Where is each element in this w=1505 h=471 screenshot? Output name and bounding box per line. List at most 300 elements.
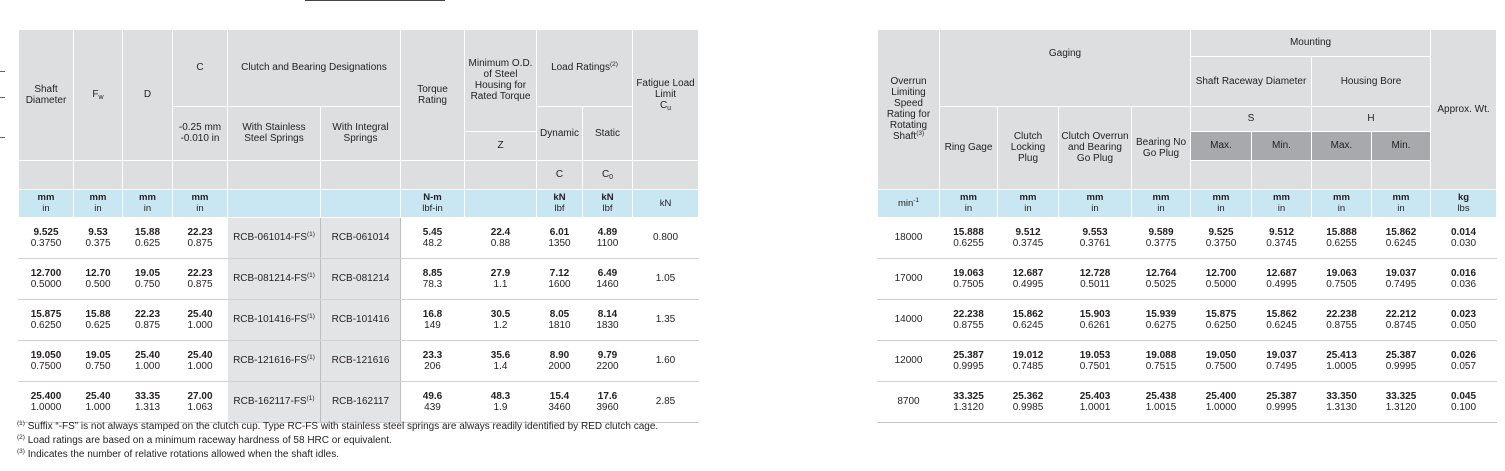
s-min-secondary: 0.4995 [1266, 278, 1297, 290]
header-housing-bore: Housing Bore [1312, 56, 1431, 106]
shaft-primary: 9.525 [33, 226, 59, 238]
designation-stainless: RCB-121616-FS [233, 355, 307, 366]
unit-h-max: mm in [1312, 189, 1372, 217]
nogo-primary: 25.438 [1145, 390, 1177, 402]
cell-speed [878, 381, 940, 422]
cell-weight [1431, 299, 1497, 340]
fw-primary: 15.88 [85, 308, 111, 320]
cell-ring-gage [940, 381, 998, 422]
c-secondary: 1.000 [187, 360, 213, 372]
ring-primary: 22.238 [953, 308, 984, 320]
designation-stainless: RCB-081214-FS [233, 273, 307, 284]
cell-ring-gage [940, 258, 998, 299]
fatigue-value: 1.05 [655, 273, 676, 284]
cell-nogo-plug [1132, 340, 1191, 381]
ring-secondary: 0.8755 [953, 319, 984, 331]
static-primary: 4.89 [597, 226, 618, 238]
c-secondary: 1.000 [187, 319, 213, 331]
z-secondary: 1.2 [493, 319, 508, 331]
z-secondary: 0.88 [490, 237, 511, 249]
header-spacer [19, 160, 74, 189]
fatigue-value: 1.60 [655, 355, 676, 366]
cell-h-min [1372, 340, 1431, 381]
footnotes [17, 420, 658, 462]
dynamic-primary: 8.05 [549, 308, 570, 320]
unit-s-max: mm in [1191, 189, 1252, 217]
locking-secondary: 0.3745 [1012, 237, 1044, 249]
header-spacer [173, 160, 228, 189]
header-designations: Clutch and Bearing Designations [228, 30, 401, 106]
cell-d [123, 381, 173, 422]
overrun-primary: 19.053 [1079, 349, 1111, 361]
dynamic-primary: 8.90 [549, 349, 570, 361]
cell-ring-gage [940, 299, 998, 340]
clutch-specifications-table [18, 30, 699, 423]
cell-z [465, 217, 537, 258]
nogo-secondary: 0.6275 [1145, 319, 1177, 331]
cell-h-max [1312, 217, 1372, 258]
unit-ring: mm in [940, 189, 998, 217]
s-min-secondary: 0.9995 [1266, 401, 1297, 413]
header-overrun-speed: Overrun Limiting Speed Rating for Rotating Shaft$^{(3)}$ [878, 30, 940, 189]
dynamic-primary: 15.4 [549, 390, 570, 402]
table-row [878, 340, 1497, 381]
cell-d [123, 258, 173, 299]
s-min-secondary: 0.3745 [1266, 237, 1297, 249]
cell-nogo-plug [1132, 258, 1191, 299]
cell-speed [878, 299, 940, 340]
dynamic-primary: 7.12 [549, 267, 570, 279]
cell-torque [401, 258, 465, 299]
header-clutch-locking-plug: Clutch Locking Plug [998, 106, 1059, 189]
designation-integral: RCB-121616 [331, 355, 390, 366]
h-min-primary: 19.037 [1385, 267, 1417, 279]
torque-primary: 8.85 [422, 267, 443, 279]
cell-z [465, 381, 537, 422]
cell-weight [1431, 381, 1497, 422]
fw-secondary: 0.750 [85, 360, 111, 372]
cell-s-min [1252, 299, 1312, 340]
header-spacer [465, 160, 537, 189]
cell-designation-stainless [228, 299, 321, 340]
locking-secondary: 0.9985 [1012, 401, 1044, 413]
d-primary: 15.88 [134, 226, 161, 238]
unit-weight: kg lbs [1431, 189, 1497, 217]
margin-tick [0, 71, 5, 72]
static-secondary: 1100 [596, 237, 619, 249]
cell-designation-stainless [228, 381, 321, 422]
shaft-secondary: 1.0000 [30, 401, 62, 413]
shaft-primary: 12.700 [30, 267, 62, 279]
z-secondary: 1.4 [493, 360, 508, 372]
c-secondary: 0.875 [187, 278, 213, 290]
shaft-primary: 25.400 [30, 390, 62, 402]
unit-nogo: mm in [1132, 189, 1191, 217]
ring-primary: 15.888 [953, 226, 984, 238]
header-spacer [633, 160, 699, 189]
cell-dynamic [537, 217, 583, 258]
cell-s-min [1252, 381, 1312, 422]
locking-secondary: 0.6245 [1012, 319, 1044, 331]
designation-integral: RCB-162117 [331, 396, 390, 407]
fw-secondary: 1.000 [85, 401, 111, 413]
nogo-secondary: 0.7515 [1145, 360, 1177, 372]
footnote-2: $^{(2)}$ Load ratings are based on a minimum raceway hardness of 58 HRC or equivalent. [17, 434, 392, 446]
z-secondary: 1.9 [493, 401, 508, 413]
designation-stainless: RCB-162117-FS [233, 396, 307, 407]
cell-h-max [1312, 258, 1372, 299]
cell-nogo-plug [1132, 381, 1191, 422]
ring-primary: 33.325 [953, 390, 984, 402]
cell-fatigue [633, 299, 699, 340]
h-min-secondary: 0.8745 [1385, 319, 1417, 331]
cell-nogo-plug [1132, 299, 1191, 340]
header-spacer [401, 160, 465, 189]
cell-torque [401, 217, 465, 258]
static-primary: 8.14 [597, 308, 618, 320]
header-spacer [1191, 160, 1252, 189]
header-static: Static [583, 106, 633, 160]
unit-blank [465, 189, 537, 217]
cell-s-min [1252, 340, 1312, 381]
cell-weight [1431, 217, 1497, 258]
cell-designation-stainless [228, 258, 321, 299]
c-secondary: 1.063 [187, 401, 213, 413]
h-min-primary: 22.212 [1385, 308, 1417, 320]
fw-secondary: 0.375 [85, 237, 111, 249]
dynamic-secondary: 1600 [548, 278, 571, 290]
cell-shaft-diameter [19, 299, 74, 340]
torque-primary: 16.8 [422, 308, 443, 320]
locking-secondary: 0.7485 [1012, 360, 1044, 372]
d-primary: 25.40 [134, 349, 161, 361]
d-secondary: 1.000 [134, 360, 161, 372]
cell-fw [74, 217, 123, 258]
unit-shaft: mm in [19, 189, 74, 217]
cell-overrun-plug [1059, 258, 1132, 299]
z-primary: 48.3 [490, 390, 511, 402]
cell-shaft-diameter [19, 217, 74, 258]
z-secondary: 1.1 [493, 278, 508, 290]
unit-fw: mm in [74, 189, 123, 217]
fatigue-value: 0.800 [653, 232, 679, 243]
shaft-secondary: 0.6250 [30, 319, 62, 331]
s-max-secondary: 0.3750 [1205, 237, 1237, 249]
h-max-primary: 19.063 [1326, 267, 1357, 279]
cell-h-min [1372, 299, 1431, 340]
wt-primary: 0.026 [1451, 349, 1477, 361]
designation-stainless: RCB-061014-FS [233, 232, 307, 243]
d-primary: 19.05 [134, 267, 161, 279]
s-max-primary: 25.400 [1205, 390, 1237, 402]
cell-speed [878, 258, 940, 299]
torque-secondary: 149 [424, 319, 441, 331]
cell-dynamic [537, 381, 583, 422]
unit-fatigue: kN [633, 189, 699, 217]
s-min-primary: 25.387 [1266, 390, 1297, 402]
cell-h-max [1312, 381, 1372, 422]
header-spacer [1372, 160, 1431, 189]
header-shaft-raceway: Shaft Raceway Diameter [1191, 56, 1312, 106]
nogo-primary: 9.589 [1148, 226, 1174, 238]
unit-torque: N-m lbf-in [401, 189, 465, 217]
locking-primary: 15.862 [1012, 308, 1044, 320]
fw-primary: 9.53 [88, 226, 108, 238]
cell-fatigue [633, 217, 699, 258]
table-row [19, 258, 699, 299]
cell-weight [1431, 258, 1497, 299]
torque-primary: 49.6 [422, 390, 443, 402]
cell-dynamic [537, 340, 583, 381]
designation-note: (1) [306, 272, 315, 279]
fw-primary: 12.70 [85, 267, 111, 279]
shaft-secondary: 0.3750 [30, 237, 62, 249]
overrun-primary: 9.553 [1082, 226, 1108, 238]
s-min-primary: 19.037 [1266, 349, 1297, 361]
cell-d [123, 299, 173, 340]
d-secondary: 0.875 [134, 319, 161, 331]
cell-static [583, 299, 633, 340]
fw-secondary: 0.625 [85, 319, 111, 331]
cell-locking-plug [998, 217, 1059, 258]
cell-s-max [1191, 381, 1252, 422]
static-secondary: 1830 [596, 319, 619, 331]
table-row [878, 299, 1497, 340]
designation-integral: RCB-081214 [331, 273, 390, 284]
overrun-secondary: 0.6261 [1079, 319, 1111, 331]
ring-primary: 19.063 [953, 267, 984, 279]
footnote-3: $^{(3)}$ Indicates the number of relative rotations allowed when the shaft idles. [17, 448, 340, 460]
wt-secondary: 0.100 [1451, 401, 1477, 413]
right-table-body [878, 217, 1497, 422]
header-spacer [123, 160, 173, 189]
header-h: H [1312, 106, 1431, 131]
static-secondary: 2200 [596, 360, 619, 372]
dynamic-secondary: 2000 [548, 360, 571, 372]
fw-secondary: 0.500 [85, 278, 111, 290]
cell-designation-stainless [228, 217, 321, 258]
gaging-mounting-table [877, 30, 1497, 423]
locking-secondary: 0.4995 [1012, 278, 1044, 290]
cell-weight [1431, 340, 1497, 381]
header-fatigue-load-limit: Fatigue Load Limit $C_u$ [633, 30, 699, 160]
cell-torque [401, 381, 465, 422]
cell-c [173, 258, 228, 299]
table-row [878, 258, 1497, 299]
header-torque-rating: Torque Rating [401, 30, 465, 160]
h-max-primary: 25.413 [1326, 349, 1357, 361]
s-max-secondary: 0.7500 [1205, 360, 1237, 372]
s-max-secondary: 0.5000 [1205, 278, 1237, 290]
dynamic-primary: 6.01 [549, 226, 570, 238]
header-approx-wt: Approx. Wt. [1431, 30, 1497, 189]
h-max-secondary: 0.8755 [1326, 319, 1357, 331]
cell-designation-integral [321, 381, 401, 422]
designation-note: (1) [306, 231, 315, 238]
cell-s-max [1191, 299, 1252, 340]
header-dynamic: Dynamic [537, 106, 583, 160]
cell-h-min [1372, 258, 1431, 299]
shaft-primary: 19.050 [30, 349, 62, 361]
static-secondary: 1460 [596, 278, 619, 290]
designation-stainless: RCB-101416-FS [233, 314, 307, 325]
cell-static [583, 340, 633, 381]
dynamic-secondary: 3460 [548, 401, 571, 413]
h-min-primary: 25.387 [1385, 349, 1417, 361]
margin-tick [0, 97, 5, 98]
overrun-secondary: 1.0001 [1079, 401, 1111, 413]
c-primary: 25.40 [187, 308, 213, 320]
cell-z [465, 340, 537, 381]
z-primary: 30.5 [490, 308, 511, 320]
overrun-primary: 12.728 [1079, 267, 1111, 279]
s-max-primary: 9.525 [1208, 226, 1234, 238]
header-spacer [228, 160, 321, 189]
nogo-secondary: 0.3775 [1145, 237, 1177, 249]
speed-value: 12000 [894, 355, 923, 366]
left-table-body [19, 217, 699, 422]
h-min-secondary: 0.6245 [1385, 237, 1417, 249]
dynamic-secondary: 1350 [548, 237, 571, 249]
torque-secondary: 48.2 [422, 237, 443, 249]
h-max-secondary: 1.3130 [1326, 401, 1357, 413]
unit-speed: $\min^{-1}$ [878, 189, 940, 217]
d-secondary: 1.313 [134, 401, 161, 413]
header-clutch-overrun-go-plug: Clutch Overrun and Bearing Go Plug [1059, 106, 1132, 189]
h-max-secondary: 0.6255 [1326, 237, 1357, 249]
header-d: D [123, 30, 173, 160]
ring-secondary: 0.7505 [953, 278, 984, 290]
cell-shaft-diameter [19, 381, 74, 422]
unit-blank [321, 189, 401, 217]
cell-h-min [1372, 217, 1431, 258]
header-c0: $C_0$ [583, 160, 633, 189]
cell-shaft-diameter [19, 258, 74, 299]
designation-note: (1) [306, 313, 315, 320]
dynamic-secondary: 1810 [548, 319, 571, 331]
header-c: C [173, 30, 228, 106]
c-primary: 27.00 [187, 390, 213, 402]
cell-s-max [1191, 258, 1252, 299]
torque-primary: 23.3 [422, 349, 443, 361]
margin-tick [0, 137, 5, 138]
static-primary: 6.49 [597, 267, 618, 279]
speed-value: 18000 [894, 232, 923, 243]
top-rule [305, 0, 445, 1]
s-min-secondary: 0.7495 [1266, 360, 1297, 372]
wt-primary: 0.023 [1451, 308, 1477, 320]
static-primary: 9.79 [597, 349, 618, 361]
locking-primary: 12.687 [1012, 267, 1044, 279]
cell-c [173, 381, 228, 422]
cell-fw [74, 381, 123, 422]
cell-designation-integral [321, 217, 401, 258]
fatigue-value: 1.35 [655, 314, 676, 325]
h-min-primary: 15.862 [1385, 226, 1417, 238]
header-c-dynamic: C [537, 160, 583, 189]
cell-c [173, 299, 228, 340]
table-row [19, 299, 699, 340]
s-max-primary: 19.050 [1205, 349, 1237, 361]
unit-static: kN lbf [583, 189, 633, 217]
header-gaging: Gaging [940, 30, 1191, 106]
header-s-min: Min. [1252, 131, 1312, 160]
s-max-primary: 12.700 [1205, 267, 1237, 279]
locking-primary: 25.362 [1012, 390, 1044, 402]
fw-primary: 19.05 [85, 349, 111, 361]
s-min-primary: 12.687 [1266, 267, 1297, 279]
cell-designation-integral [321, 299, 401, 340]
wt-primary: 0.045 [1451, 390, 1477, 402]
wt-secondary: 0.050 [1451, 319, 1477, 331]
header-mounting: Mounting [1191, 30, 1431, 56]
overrun-primary: 15.903 [1079, 308, 1111, 320]
cell-h-max [1312, 340, 1372, 381]
cell-fw [74, 258, 123, 299]
designation-note: (1) [306, 395, 315, 402]
cell-h-max [1312, 299, 1372, 340]
unit-locking: mm in [998, 189, 1059, 217]
speed-value: 14000 [894, 314, 923, 325]
cell-locking-plug [998, 340, 1059, 381]
cell-overrun-plug [1059, 340, 1132, 381]
s-min-primary: 15.862 [1266, 308, 1297, 320]
h-max-primary: 22.238 [1326, 308, 1357, 320]
cell-designation-integral [321, 258, 401, 299]
locking-primary: 9.512 [1015, 226, 1041, 238]
header-z: Z [465, 131, 537, 160]
s-max-secondary: 0.6250 [1205, 319, 1237, 331]
header-fw: $F_w$ [74, 30, 123, 160]
header-bearing-nogo-plug: Bearing No Go Plug [1132, 106, 1191, 189]
header-h-max: Max. [1312, 131, 1372, 160]
footnote-1: $^{(1)}$ Suffix “-FS” is not always stamped on the clutch cup. Type RC-FS with stainless steel springs are always readily identified by RED clutch cage. [17, 420, 659, 432]
header-with-integral: With Integral Springs [321, 106, 401, 160]
torque-secondary: 206 [424, 360, 441, 372]
static-secondary: 3960 [596, 401, 619, 413]
unit-c: mm in [173, 189, 228, 217]
cell-fw [74, 299, 123, 340]
h-max-secondary: 1.0005 [1326, 360, 1357, 372]
nogo-secondary: 1.0015 [1145, 401, 1177, 413]
h-min-secondary: 1.3120 [1385, 401, 1417, 413]
table-row [878, 381, 1497, 422]
h-max-primary: 15.888 [1326, 226, 1357, 238]
header-spacer [321, 160, 401, 189]
overrun-primary: 25.403 [1079, 390, 1111, 402]
c-primary: 22.23 [187, 267, 213, 279]
cell-z [465, 299, 537, 340]
cell-h-min [1372, 381, 1431, 422]
cell-fatigue [633, 381, 699, 422]
nogo-primary: 15.939 [1145, 308, 1177, 320]
s-min-secondary: 0.6245 [1266, 319, 1297, 331]
cell-s-min [1252, 258, 1312, 299]
cell-overrun-plug [1059, 217, 1132, 258]
cell-s-max [1191, 340, 1252, 381]
cell-c [173, 217, 228, 258]
wt-primary: 0.014 [1451, 226, 1477, 238]
ring-secondary: 0.6255 [953, 237, 984, 249]
cell-locking-plug [998, 381, 1059, 422]
cell-designation-integral [321, 340, 401, 381]
cell-fw [74, 340, 123, 381]
header-s-max: Max. [1191, 131, 1252, 160]
designation-integral: RCB-101416 [331, 314, 390, 325]
d-secondary: 0.625 [134, 237, 161, 249]
torque-secondary: 439 [424, 401, 441, 413]
cell-designation-stainless [228, 340, 321, 381]
